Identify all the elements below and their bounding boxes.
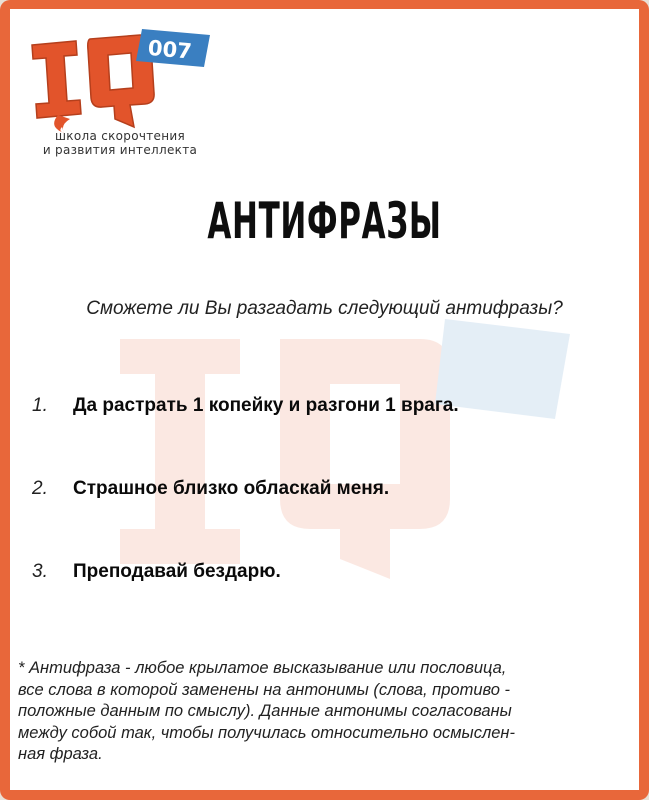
item-text: Преподавай бездарю.: [73, 561, 281, 582]
footnote-line-2: все слова в которой заменены на антонимы (слова, противо -: [18, 680, 511, 699]
list-item: [32, 394, 459, 418]
logo-caption-line-1: школа скорочтения: [55, 129, 185, 143]
item-number: 2.: [32, 478, 48, 499]
logo-caption-line-2: и развития интеллекта: [42, 143, 198, 157]
logo-watermark-icon: [90, 299, 590, 599]
footnote: [18, 658, 638, 766]
logo-badge-text: 007: [146, 35, 193, 64]
list-item: [32, 477, 389, 501]
list-item: [32, 560, 281, 584]
logo-caption: [20, 129, 220, 157]
item-number: 3.: [32, 561, 48, 582]
footnote-line-1: * Антифраза - любое крылатое высказывание или пословица,: [18, 659, 507, 677]
content-card: [10, 9, 639, 790]
item-number: 1.: [32, 395, 48, 416]
footnote-line-5: ная фраза.: [18, 745, 103, 763]
page-title: АНТИФРАЗЫ: [207, 192, 442, 250]
question-text: Сможете ли Вы разгадать следующий антифразы?: [86, 298, 563, 319]
footnote-line-3: положные данным по смыслу). Данные антонимы согласованы: [18, 702, 512, 720]
item-text: Страшное близко обласкай меня.: [73, 478, 390, 499]
item-text: Да растрать 1 копейку и разгони 1 врага.: [73, 395, 459, 416]
footnote-line-4: между собой так, чтобы получилась относительно осмыслен-: [18, 723, 516, 742]
iq007-logo-icon: [18, 15, 218, 135]
